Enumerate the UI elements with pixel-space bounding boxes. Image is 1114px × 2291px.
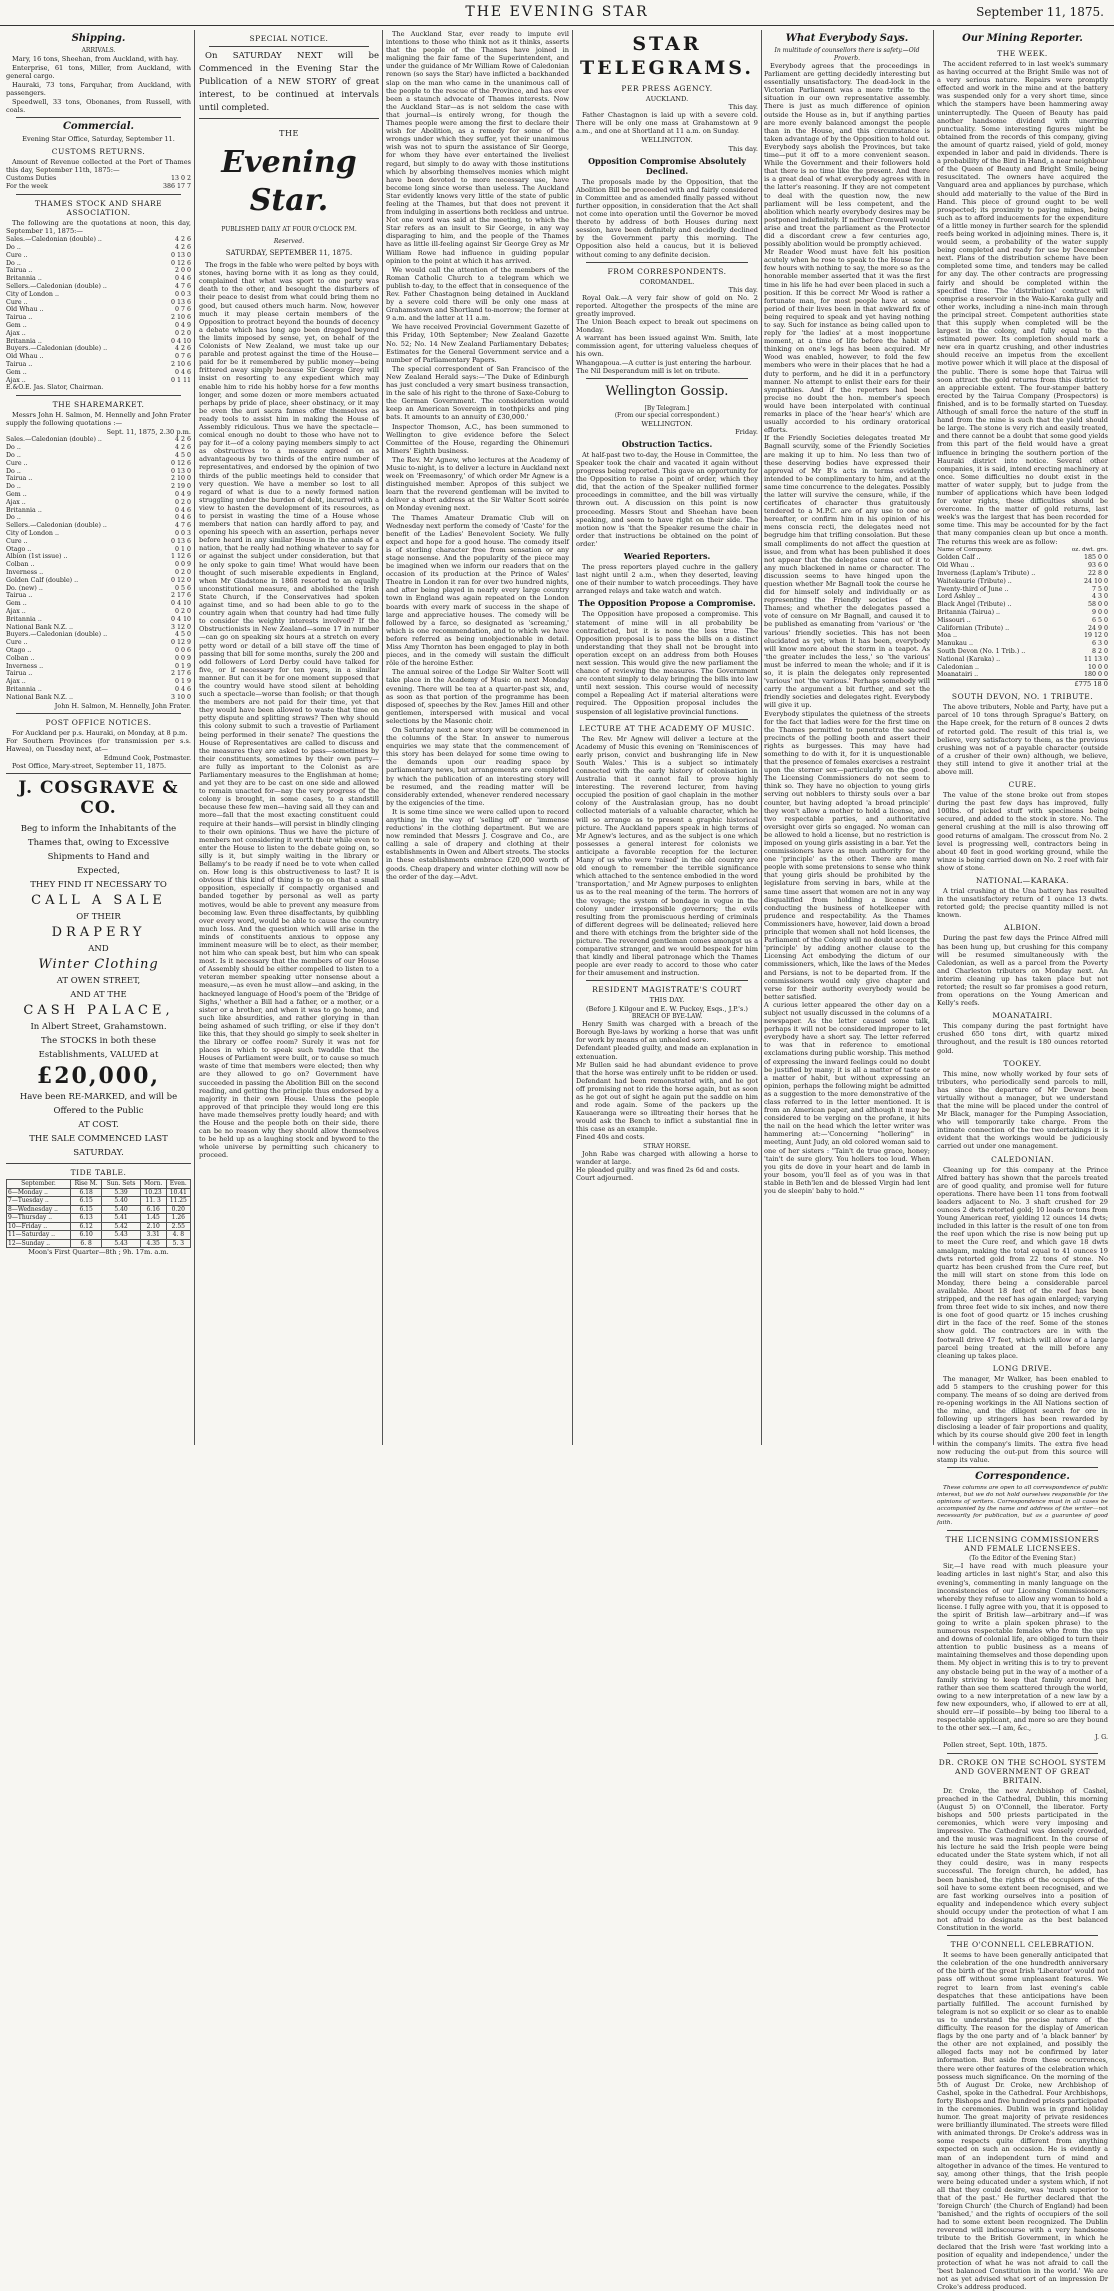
gossip-text: The press reporters played cuchre in the gallery last night until 2 a.m., when they deserted, leaving one of their number to watch proceedings. They have arranged relays and take watch and watch. bbox=[576, 563, 758, 596]
quote-row: Ajax .. 0 2 0 bbox=[6, 498, 191, 506]
quote-row: Colban .. 0 0 9 bbox=[6, 561, 191, 569]
ad-line: AT COST. bbox=[78, 1120, 119, 1131]
ad-line: Have been RE-MARKED, and will be Offered to the Public bbox=[19, 1092, 178, 1117]
ad-line: THEY FIND IT NECESSARY TO bbox=[30, 880, 167, 891]
quote-row: Tairua .. 2 17 6 bbox=[6, 592, 191, 600]
wellington-gossip-heading: Wellington Gossip. bbox=[605, 383, 729, 399]
special-notice-heading: SPECIAL NOTICE. bbox=[249, 34, 329, 43]
quote-row: National (Karaka) .. 11 13 0 bbox=[937, 655, 1108, 663]
column-6 bbox=[937, 30, 1108, 2291]
ad-line: The STOCKS in both these Establishments, VALUED at bbox=[38, 1036, 159, 1061]
case-text: Henry Smith was charged with a breach of the Borough Bye-laws by working a horse that was unfit for work by means of an unhealed sore. Defendant pleaded guilty, and made an explanation in extenuation. Mr Bullen said he had abundant evidence to prove that the horse was entirely unfit to be ridden or used. Defendant had been remonstrated with, and he got off promising not to ride the horse again, but as soon as he got out of sight he again put the saddle on him and rode again. Some of the packers up the Kauaeranga were so illtreating their horses that he would ask the Bench to inflict a substantial fine in this case as an example. Fined 40s and costs. bbox=[576, 1020, 758, 1142]
quote-row: Otago .. 0 1 0 bbox=[6, 545, 191, 553]
mine-heading: CURE. bbox=[1008, 780, 1037, 790]
sharemarket-time: Sept. 11, 1875, 2.30 p.m. bbox=[106, 428, 191, 437]
quote-row: Do .. 0 4 6 bbox=[6, 514, 191, 522]
quote-row: Old Whau .. 0 7 6 bbox=[6, 353, 191, 361]
quote-row: Old Whau .. 93 6 0 bbox=[937, 562, 1108, 570]
mining-text: The above tributers, Noble and Party, have put a parcel of 10 tons through Sprague's Battery, on the Hape creek, for the return of 8 ounces 2 dwts of retorted gold. The result of this trial is, we believe, very satisfactory to them, as the previous crushing was not of a payable character (outside of a crusher of their own) although, we believe, they still intend to give it another trial at the above mill. bbox=[937, 703, 1108, 777]
customs-row: Customs Duties 13 0 2 bbox=[6, 175, 191, 183]
tide-footer: Moon's First Quarter—8th ; 9h. 17m. a.m. bbox=[28, 1248, 169, 1257]
mining-text: Cleaning up for this company at the Prince Alfred battery has shown that the parcels treated are of good quality, and promise well for future operations. There have been 11 tons from footwall leaders adjacent to No. 3 shaft crushed for 29 ounces 2 dwts retorted gold; 10 loads or tons from Young American reef, yielding 12 ounces 14 dwts; included in this latter is the result of one ton from the reef upon which the rise is now being put up to meet the Cure reef, and which gave 18 dwts amalgam, making the total equal to 41 ounces 19 dwts retorted gold from 22 tons of stone. No quartz has been crushed from the Cure reef, but the mill will start on stone from this lode on Monday, there being a considerable parcel available. About 18 feet of the reef has been stripped, and the reef has again enlarged; varying from three feet wide to six inches, and now there is one foot of good quartz or 15 inches crushing dirt in the face of the reef. Some of the stones show gold. The contractors are in with the footwall drive 47 feet, which will allow of a large parcel being treated at the mill before any cleaning up takes place. bbox=[937, 1165, 1108, 1360]
thames-stock-signature: E.&O.E. Jas. Slator, Chairman. bbox=[6, 384, 104, 392]
gossip-text: The Opposition have proposed a compromise. This statement of mine will in all probability be contradicted, but it is none the less true. The Opposition proposal is to pass the bills on a distinct understanding that they shall not be brought into operation except on an address from both Houses next session. This would give the new parliament the chance of reviewing the measures. The Government are content simply to delay bringing the bills into law until next session. This course would of necessity compel a Repealing Act if material alterations were required. The Opposition proposal includes the suspension of all legislative provincial functions. bbox=[576, 610, 758, 716]
leader-date: SATURDAY, SEPTEMBER 11, 1875. bbox=[225, 249, 353, 257]
case-heading: BREACH OF BYE-LAW. bbox=[631, 1012, 703, 1020]
evening-star-title: Evening Star. bbox=[221, 145, 357, 218]
quote-row: Californian (Tribute) .. 24 9 0 bbox=[937, 624, 1108, 632]
place-label: WELLINGTON. bbox=[641, 136, 693, 145]
ad-line: Thames that, owing to Excessive bbox=[27, 838, 170, 849]
quote-row: Ajax .. 0 2 0 bbox=[6, 329, 191, 337]
post-office-footer: Post Office, Mary-street, September 11, 1875. bbox=[12, 762, 167, 770]
mining-text: The manager, Mr Walker, has been enabled to add 5 stampers to the crushing power for this company. The means of so doing are derived from re-opening workings in the All Nations section of the mine, and the diligent search for ore in following up stringers has been rewarded by disclosing a leader of fair proportions and quality, which by its course should give 200 feet in length within the company's limits. The extra five head now reducing the out-put from this source will stamp its value. bbox=[937, 1374, 1108, 1464]
correspondents-heading: FROM CORRESPONDENTS. bbox=[607, 266, 727, 276]
sharemarket-signature: John H. Salmon, M. Hennelly, John Frater. bbox=[54, 701, 191, 710]
licensing-text: Sir,—I have read with much pleasure your leading articles in last night's Star, and also this evening's, commenting in manly language on the inconsistencies of our Licensing Commissioners; whereby they refuse to allow any woman to hold a license. I fully agree with you, that it is opposed to the spirit of British law—arbitrary and—if was going to write a plain spoken phrase) to the numerous respectable females who from the ups and downs of colonial life, are obliged to turn their attention to public business as a means of maintaining themselves and those depending upon them. My object in writing this is to try to prevent any obstacle being put in the way of a mother of a family striving to keep that family around her, rather than see them scattered through the world, owing to a new interpretation of a new law by a few new expounders, who, if allowed to err at all, should err—if possible—by being too liberal to a respectable applicant, and more so are they bound to the other sex.—I am, &c., bbox=[937, 1562, 1108, 1733]
reserved-line: Reserved. bbox=[273, 237, 305, 245]
quote-row: Britannia (Tairua) .. 9 0 0 bbox=[937, 609, 1108, 616]
tide-table-heading: TIDE TABLE. bbox=[70, 1168, 127, 1178]
quote-row: Sellers.—Caledonian (double) .. 4 7 6 bbox=[6, 522, 191, 530]
shipping-heading: Shipping. bbox=[71, 33, 126, 44]
quote-row: Golden Calf .. 185 0 0 bbox=[937, 554, 1108, 562]
obstruction-heading: Obstruction Tactics. bbox=[621, 438, 713, 449]
quote-row: Caledonian .. 10 0 0 bbox=[937, 663, 1108, 671]
day-label: This day. bbox=[728, 144, 758, 153]
day-label: Friday. bbox=[735, 427, 758, 436]
the-label: THE bbox=[279, 129, 299, 138]
quote-row: Gem .. 0 4 6 bbox=[6, 368, 191, 376]
quote-row: National Bank N.Z. .. 3 12 0 bbox=[6, 623, 191, 631]
quote-row: Waitekaurie (Tribute) .. 24 10 0 bbox=[937, 577, 1108, 585]
office-line: Evening Star Office, Saturday, September 11. bbox=[22, 135, 175, 144]
gossip-text: At half-past two to-day, the House in Committee, the Speaker took the chair and vacated it again without progress being reported. This gave an opportunity for the Opposition to raise a point of order, which they did, that the action of the Speaker nullified former proceedings in committee, and the bill was virtually thrown out. A discussion on this point is now proceeding. Messrs Stout and Sheehan have been speaking, and seem to have right on their side. The motion now is 'that the Speaker resume the chair in order that instructions be obtained on the point of order.' bbox=[576, 450, 758, 548]
telegram-text: The proposals made by the Opposition, that the Abolition Bill be proceeded with and fairly considered in Committee and as amended finally passed without further opposition, in consideration that the Act shall not come into operation until the Governor be moved thereto by address of both Houses during next session, have been definitely and decidedly declined by the Government party this morning. The Opposition also held a caucus, but it is believed without coming to any definite decision. bbox=[576, 177, 758, 259]
thames-stock-heading: THAMES STOCK AND SHARE ASSOCIATION. bbox=[34, 199, 163, 218]
post-office-signature: Edmund Cook, Postmaster. bbox=[103, 753, 191, 762]
editorial-paragraph: The annual soiree of the Lodge Sir Walter Scott will take place in the Academy of Music on next Monday evening. There will be tea at a quarter-past six, and, as soon as that portion of the programme has been disposed of, speeches by the Rev. James Hill and other gentlemen, interspersed with musical and vocal selections by the Masonic choir. bbox=[386, 668, 569, 725]
quote-row: Do .. 4 2 6 bbox=[6, 244, 191, 252]
sharemarket-intro: Messrs John H. Salmon, M. Hennelly and John Frater supply the following quotations :— bbox=[6, 411, 191, 428]
mine-heading: CALEDONIAN. bbox=[991, 1154, 1054, 1164]
place-label: WELLINGTON. bbox=[641, 419, 693, 428]
quote-row: Sellers.—Caledonian (double) .. 4 7 6 bbox=[6, 283, 191, 290]
editorial-paragraph: The Rev. Mr Agnew, who lectures at the Academy of Music to-night, is to deliver a lecture in Auckland next week on 'Freemasonry,' of which order Mr Agnew is a distinguished member. Apropos of this subject we learn that the reverend gentleman will be invited to deliver a short address at the Sir Walter Scott soirée on Monday evening next. bbox=[386, 455, 569, 513]
quote-row: Tairua .. 2 10 0 bbox=[6, 475, 191, 483]
by-telegram: [By Telegram.] bbox=[644, 404, 690, 412]
ad-drapery: DRAPERY bbox=[51, 925, 146, 941]
everybody-says-motto: In multitude of counsellors there is safety.—Old Proverb. bbox=[774, 47, 920, 62]
customs-row: For the week 386 17 7 bbox=[6, 183, 191, 191]
quote-row: Colban .. 0 0 9 bbox=[6, 654, 191, 662]
quote-row: Missouri .. 6 5 0 bbox=[937, 616, 1108, 624]
mining-text: During the past few days the Prince Alfred mill has been hung up, but crushing for this company will be resumed simultaneously with the Caledonian, as well as a parcel from the Poverty and Charleston tributers on Monday next. An interim cleaning up has taken place but not retorted; the result so far promises a good return, from operations on the Young American and Kelly's reefs. bbox=[937, 934, 1108, 1008]
special-correspondent: (From our special correspondent.) bbox=[614, 412, 720, 420]
issue-date: September 11, 1875. bbox=[976, 5, 1104, 19]
quote-row: Tairua .. 2 10 6 bbox=[6, 314, 191, 322]
day-label: This day. bbox=[728, 285, 758, 294]
newspaper-title: THE EVENING STAR bbox=[465, 4, 649, 20]
quote-row: Lord Ashley .. 4 3 0 bbox=[937, 593, 1108, 601]
licensing-footer: Pollen street, Sept. 10th, 1875. bbox=[943, 1741, 1048, 1750]
masthead bbox=[0, 0, 1114, 26]
licensing-to: (To the Editor of the Evening Star.) bbox=[969, 1554, 1076, 1562]
ad-line: OF THEIR bbox=[76, 912, 121, 923]
mine-heading: TOOKEY. bbox=[1003, 1058, 1042, 1068]
quote-row: Britannia .. 0 4 6 bbox=[6, 275, 191, 283]
quote-row: Old Whau .. 0 7 6 bbox=[6, 306, 191, 314]
quote-row: Buyers.—Caledonian (double) .. 4 5 0 bbox=[6, 631, 191, 639]
quote-row: Inverness .. 0 2 0 bbox=[6, 568, 191, 576]
opposition-heading: Opposition Compromise Absolutely Declined. bbox=[588, 155, 746, 176]
mining-text: The accident referred to in last week's summary as having occurred at the Bright Smile was not of a very serious nature. Repairs were promptly effected and work in the mine and at the battery was suspended only for a very short time, since which the stampers have been hammering away uninterruptedly. The Queen of Beauty has paid another handsome dividend with unerring punctuality. Some interesting figures might be obtained from the records of this company, giving the amount of quartz raised, yield of gold, money expended in labor and paid in dividends. There is a probability of the Bird in Hand, a near neighbour of the Queen of Beauty and Bright Smile, being resuscitated. The owners have acquired the Vanguard area and appliances by purchase, which should add materially to the value of the Bird in Hand. This piece of ground ought to be well prospected; its proximity to paying mines, being such as to afford inducements for the expenditure of a little money in further search for the splendid reefs being worked in adjoining mines. There is, it would seem, a probability of the water supply being completed and ready for use by December next. Plans of the distribution scheme have been completed some time, and tenders may be called for any day. The other contracts are progressing fairly and should be completed within the specified time. The 'distribution' contract will comprise a reservoir in the Waio-Karaka gully and other works, including a nine-inch main through the principal street. Competent authorities state that this supply when completed will be the largest in the colony, and fully equal to the estimated power. Its completion should mark a new era in quartz crushing, and other industries should receive an impetus from the excellent motive power which it will place at the disposal of the public. There is some hope that Tairua will soon attract the gold returns from this district to an appreciable extent. The four-stamper battery erected by the Tairua Company (Prospectors) is finished, and is to be formally started on Tuesday. Although of small force the nature of the stuff in hand from the mine is such that the yield should be large. The stone is very rich and easily treated, and there cannot be a doubt that some good yields from this part of the field would have a great influence in bringing the southern portion of the Hauraki district into notice. Several other companies, it is said, intend erecting machinery at once. Some difficulties no doubt exist in the matter of water supply, but to judge from the number of applications which have been lodged for water rights, these difficulties should be overcome. In the matter of gold returns, last week's was the largest that has been recorded for some time. This may be accounted for by the fact that many companies clean up but once a month. The returns this week are as follow: bbox=[937, 60, 1108, 546]
quote-row: Gem .. 0 4 9 bbox=[6, 491, 191, 499]
quote-row: Inverness (Laplam's Tribute) .. 22 8 0 bbox=[937, 570, 1108, 578]
quote-row: Otago .. 0 0 6 bbox=[6, 646, 191, 654]
ad-cash-palace: CASH PALACE, bbox=[23, 1003, 174, 1019]
mine-heading: SOUTH DEVON, NO. 1 TRIBUTE. bbox=[951, 692, 1094, 702]
editorial-paragraph: The special correspondent of San Francisco of the New Zealand Herald says:—'The Duke of Edinburgh has just concluded a very smart business transaction, in the sale of his right to the throne of Saxe-Coburg to the German Government. The consideration would keep an American Sovereign in toothpicks and ping bats. It amounts to an annuity of £30,000.' bbox=[386, 364, 569, 422]
customs-heading: CUSTOMS RETURNS. bbox=[51, 147, 146, 157]
mine-heading: LONG DRIVE. bbox=[992, 1363, 1053, 1373]
oconnell-text: It seems to have been generally anticipated that the celebration of the one hundredth anniversary of the birth of the great Irish 'Liberator' would not pass off without some unpleasant features. We regret to learn from last evening's cable despatches that these anticipations have been partially fulfilled. The account furnished by telegram is not so explicit or so clear as to enable us to understand the precise nature of the difficulty. The reason for the display of American flags by the one party and of 'a black banner' by the other are not explained, and possibly the alleged facts may not be confirmed by later information. But aside from these occurrences, there were other features of the celebration which possess much significance. On the morning of the 5th of August Dr. Croke, new Archbishop of Cashel, spoke in the Cathedral. Four Archbishops, forty Bishops and five hundred priests participated in the ceremonies. Dublin was in grand holiday humor. The great majority of private residences were brilliantly illuminated. The streets were filled with animated throngs. Dr Croke's address was in some respects quite different from anything expected on such an occasion. He is evidently a man of an independent turn of mind and altogether in advance of the times. He ventured to say, among other things, that the Irish people were being educated under a system which, if not all that they could desire, was 'much superior to that of the past.' He further declared that the 'foreign Church' (the Church of England) had been 'banished,' and the rights of occupiers of the soil had to some extent been recognized. The Dublin reverend will indiscourse with a very handsome tribute to the British Government, in which he declared that the Irish were 'fast working into a position of equality and independence,' under the protection of what he was not afraid to call the 'best balanced Constitution in the world.' We are not as yet advised what sort of an impression Dr Croke's address produced. bbox=[937, 1951, 1108, 2291]
quote-row: Inverness .. 0 1 9 bbox=[6, 662, 191, 670]
ad-line: Beg to inform the Inhabitants of the bbox=[20, 824, 177, 835]
tide-row: 7—Tuesday .. 6.15 5.40 11. 3 11.25 bbox=[7, 1197, 191, 1206]
mining-text: A trial crushing at the Una battery has resulted in the unsatisfactory return of 1 ounce 13 dwts. retorted gold; the precise quantity milled is not known. bbox=[937, 887, 1108, 920]
lecture-text: The Rev. Mr Agnew will deliver a lecture at the Academy of Music this evening on 'Reminiscences of early prison, convict and bushranging life in New South Wales.' This is a subject so intimately connected with the early history of colonisation in Australia that it cannot fail to prove highly interesting. The reverend lecturer, from having occupied the position of gaol chaplain in the mother colony of the Australasian group, has no doubt collected materials of a valuable character, which he will so arrange as to present a graphic historical picture. The Auckland papers speak in high terms of Mr Agnew's lectures, and as the subject is one which possesses a general interest for colonists we anticipate a favorable reception for the lecturer. Many of us who were 'raised' in the old country are old enough to remember the terrible significance which attached to the sentence embodied in the word 'transportation,' and Mr Agnew purposes to enlighten us as to the real meaning of the term. The horrors of the voyage; the system of bondage in vogue in the colony under irresponsible governors; the evils resulting from the promiscuous herding of criminals of different degrees will be delineated; relieved here and there with etchings from the brighter side of the picture. The reverend gentleman comes amongst us a comparative stranger, and we would bespeak for him that kindly and liberal patronage which the Thames people are ever ready to accord to those who cater for their amusement and instruction. bbox=[576, 734, 758, 978]
case-text: John Rabe was charged with allowing a horse to wander at large. He pleaded guilty and was fined 2s 6d and costs. Court adjourned. bbox=[576, 1150, 758, 1183]
everybody-says-heading: What Everybody Says. bbox=[785, 33, 909, 44]
quote-row: Ajax .. 0 2 0 bbox=[6, 607, 191, 615]
ad-line: THE SALE COMMENCED LAST SATURDAY. bbox=[29, 1134, 168, 1159]
court-before: (Before J. Kilgour and E. W. Puckey, Esqs., J.P.'s.) bbox=[585, 1004, 749, 1013]
column-4 bbox=[576, 30, 758, 1445]
croke-heading: DR. CROKE ON THE SCHOOL SYSTEM AND GOVERNMENT OF GREAT BRITAIN. bbox=[938, 1757, 1107, 1785]
tide-header-row: September. Rise M. Sun. Sets Morn. Even. bbox=[7, 1180, 191, 1189]
quote-row: Sales.—Caledonian (double) .. 4 2 6 bbox=[6, 436, 191, 444]
ad-call-sale: CALL A SALE bbox=[31, 893, 166, 909]
ad-amount: £20,000, bbox=[36, 1063, 161, 1090]
mining-text: This mine, now wholly worked by four sets of tributers, who periodically send parcels to mill, has since the departure of Mr Dewar been virtually without a manager, but we understand that the mine will be placed under the control of Mr Black, manager for the Pumping Association, who will temporarily take charge. From the intimate connection of the two undertakings it is evident that the workings would be judiciously carried out under one management. bbox=[937, 1069, 1108, 1151]
mine-heading: ALBION. bbox=[1004, 923, 1041, 933]
tide-row: 11—Saturday .. 6.10 5.43 3.31 4. 8 bbox=[7, 1231, 191, 1240]
quote-row: Tairua .. 2 17 6 bbox=[6, 670, 191, 678]
tide-row: 10—Friday .. 6.12 5.42 2.10 2.55 bbox=[7, 1222, 191, 1231]
quote-row: Albion (1st issue) .. 1 12 6 bbox=[6, 553, 191, 561]
quote-row: South Devon (No. 1 Trib.) .. 8 2 0 bbox=[937, 647, 1108, 655]
quote-row: Cure .. 0 13 0 bbox=[6, 251, 191, 259]
quote-row: Cure .. 0 12 9 bbox=[6, 639, 191, 647]
licensing-heading: THE LICENSING COMMISSIONERS AND FEMALE LICENSEES. bbox=[945, 1534, 1100, 1553]
column-3 bbox=[386, 30, 569, 1445]
customs-text: Amount of Revenue collected at the Port of Thames this day, September 11th, 1875:— bbox=[6, 158, 191, 175]
editorial-paragraph: The frogs in the fable who were pelted by boys with stones, having borne with it as long as they could, complained that what was sport to one party was death to the other, and besought the disturbers of their peace to desist from what could bring them no good, but caused others much harm. Now, however much it may please certain members of the Opposition to protract beyond the bounds of decency a debate which has long ago been dragged beyond the limits imposed by sense, yet, on behalf of the Colonists of New Zealand, we must take up our parable and protest against the time of the House—paid for be it remembered by public money—being frittered away simply because Sir George Grey will insist on resorting to any expedient which may enable him to ride his hobby horse for a few months longer, and some dozen or more members actuated perhaps by pride of place, sheer obstinacy, or it may be even the auri sacra fames offer themselves as ready tools to assist him in making the House of Assembly ridiculous. Thus we have the spectacle—comical enough no doubt to those who have not to pay for it—of a colony paying members simply to act as obstructives to a measure agreed on as advantageous by two thirds of the entire number of representatives, and endorsed by the opinion of two thirds of the public meetings held to consider that very question. We have a member so lost to all regard of what is due to a newly formed nation struggling under the burden of debt, incurred with a view to hasten the development of its resources, as to persist in wasting the time of a House whose members that nation can hardly afford to pay, and opening his speech with an assertion, perhaps never before heard in any similar House in the annals of a nation, that he really had nothing whatever to say for or against the subject under consideration, but that he only spoke to gain time! What would have been thought of such miserable expedients in England, when Mr Gladstone in 1868 resorted to an equally unconstitutional measure, and abolished the Irish State Church, if the Conservatives had spoken against time, and so had been able to go to the country again when that country had had time fully to consider the weighty interests involved? If the Obstructionists in New Zealand—some 17 in number—can go on speaking six hours at a stretch on every petty word or detail of a bill stave off the time of passing that bill for some months, surely the 200 and odd followers of Lord Derby could have talked for five, or if necessary for ten years, in a similar manner. But can it be for one moment supposed that the country would have stood silent at beholding such a spectacle—worse than foolish; or that though the members are not paid for their time, yet that they would have been allowed to waste that time on petty dispute and splitting straws? Then why should this colony submit to such a travestie of Parliament being performed in their senate? The questions the House of Representatives are called to discuss and the measures they are asked to pass—sometimes by their constituents, sometimes by their own party—are fully as important to the Colonist as are Parliamentary measures to the Englishman at home; and yet they are to be cast on one side and allowed to remain unacted for—nay the very progress of the colony is brought, in some cases, to a standstill because these few men—having said all they can and more—fall that the most exacting constituent could require at their hands—will persist in blindly clinging to their own opinions. Thus we have the picture of members not considering it worth their while even to enter the House to listen to the debate going on, so silly is it, but simply waiting in the library or Bellamy's to be ready if need be to vote when called on. How long is this obstructiveness to last? It is obvious if this kind of thing is to go on that a small opposition, especially if compactly organised and banded together by personal as well as party motives, would be able to prevent any measure from becoming law. Even three disaffectants, by quibbling over every word, would be able to cause the country much loss. And the question which will arise in the minds of constituents anxious to oppose any imminent measure will be to elect, as their member, not him who can speak best, but him who can speak most. Is it necessary that the members of our House of Assembly should be either compelled to listen to a veteran member speaking utter nonsense about a measure,—as even he must allow—and asking, in the hackneyed language of Hood's poem of the 'Bridge of Sighs,' whether a Bill had a father, or a mother, or a sister or a brother, and when it was to go home, and such like absurdities, and rather glorying in than being ashamed of such trifling, or else if they don't like this, that they should go simply to seek shelter in the library or coffee room? Surely it was not for places in which to speak such twaddle that the Houses of Parliament were built, or to cause so much waste of time that members were elected; then why are they allowed to go on? Government have succeeded in passing the Abolition Bill on the second reading, and getting the principle thus endorsed by a majority in their own House. Unless the people approved of that principle they would long ere this have made themselves pretty loudly heard; and with the House and the people both on their side, there can be no reason why they should allow themselves to be held up as a laughing stock and byword to the whole universe by permitting such chicanery to proceed. bbox=[199, 261, 379, 1160]
ad-line: AND AT THE bbox=[70, 990, 127, 1001]
quote-row: Gem .. 0 4 9 bbox=[6, 321, 191, 329]
mine-heading: MOANATAIRI. bbox=[992, 1011, 1053, 1021]
court-heading: RESIDENT MAGISTRATE'S COURT bbox=[592, 985, 742, 995]
quote-row: Moa .. 19 12 0 bbox=[937, 632, 1108, 640]
arrivals-label: ARRIVALS. bbox=[81, 47, 116, 54]
column-rule bbox=[761, 30, 762, 1445]
sharemarket-list bbox=[6, 436, 191, 701]
cosgrave-firm: J. COSGRAVE & CO. bbox=[18, 778, 179, 819]
star-telegrams-heading: STAR TELEGRAMS. bbox=[580, 33, 754, 79]
quote-row: Twenty-third of June .. 7 5 0 bbox=[937, 585, 1108, 593]
correspondence-notice: These columns are open to all correspondence of public interest, but we do not hold ourselves responsible for the opinions of writers. Correspondence must in all cases be accompanied by the name and address of the writer—not necessarily for publication, but as a guarantee of good faith. bbox=[937, 1484, 1108, 1526]
compromise-heading: The Opposition Propose a Compromise. bbox=[578, 598, 756, 609]
column-rule bbox=[572, 30, 573, 1445]
quote-row: Manukau .. 6 3 0 bbox=[937, 640, 1108, 648]
editorial-paragraph: The Auckland Star, ever ready to impute evil intentions to those who think not as it thinks, asserts that the people of the Thames have joined in maligning the fair fame of the Superintendent, and under the guidance of Mr William Rowe of Caledonian renown (so says the Star) have inflicted a backhanded slap on the man who came in the unanimous call of the people to the rescue of the Province, and has ever been a staunch advocate of Thames interests. Now the Auckland Star—as is not seldom the case with that journal—is entirely wrong, for though the Thames people were among the first to declare their wish for Abolition, as a remedy for some of the wrongs under which they suffer, yet their unanimous wish was not to spurn the assistance of Sir George, for whom they have ever entertained the liveliest regard, but simply to do away with those institutions which by absorbing themselves monies which might have been devoted to more necessary use, have become long since worse than useless. The Auckland Star evidently knows very little of the state of public feeling at the Thames, but that does not prevent it from indulging in assertions both reckless and untrue. Not one word was said at the meeting, to which the Star refers as an insult to Sir George, in any way disparaging to him, and the people of the Thames have as little ill-feeling against Sir George Grey as Mr William Rowe had influence in guiding popular opinion to the point at which it has arrived. bbox=[386, 30, 569, 265]
column-1 bbox=[6, 30, 191, 1445]
post-office-text: For Auckland per p.s. Hauraki, on Monday, at 8 p.m. For Southern Provinces (for transmission per s.s. Hawea), on Tuesday next, at— bbox=[6, 728, 191, 753]
telegram-text: Father Chastagnon is laid up with a severe cold. There will be only one mass at Grahamstown at 9 a.m., and one at Shortland at 11 a.m. on Sunday. bbox=[576, 111, 758, 136]
quote-row: Do .. 4 5 0 bbox=[6, 452, 191, 460]
quote-row: Britannia .. 0 4 6 bbox=[6, 506, 191, 514]
correspondence-heading: Correspondence. bbox=[975, 1470, 1070, 1482]
thames-stock-intro: The following are the quotations at noon, this day, September 11, 1875:— bbox=[6, 219, 191, 236]
returns-header: Name of Company. oz. dwt. grs. bbox=[937, 546, 1108, 553]
quote-row: Cure .. 0 12 6 bbox=[6, 459, 191, 467]
quote-row: Do .. 2 19 0 bbox=[6, 483, 191, 491]
tide-table bbox=[6, 1179, 191, 1248]
quote-row: City of London .. 0 0 3 bbox=[6, 290, 191, 298]
quote-row: Moanatairi .. 180 0 0 bbox=[937, 671, 1108, 679]
croke-text: Dr. Croke, the new Archbishop of Cashel, preached in the Cathedral, Dublin, this morning (August 5) on O'Connell, the liberator. Forty bishops and 500 priests participated in the ceremonies, which were very imposing and impressive. The Cathedral was densely crowded, and the music was magnificent. In the course of his lecture he said the Irish people were being educated under the State system which, if not all they could desire, was in many respects successful. The foreign church, he added, has been banished, the rights of the occupiers of the soil have to some extent been recognised, and we are fast working ourselves into a position of equality and independence which every subject should occupy under the protection of what I am not afraid to designate as the best balanced Constitution in the world. bbox=[937, 1786, 1108, 1933]
gold-returns-list bbox=[937, 554, 1108, 679]
quote-row: Ajax .. 0 1 9 bbox=[6, 678, 191, 686]
quote-row: Britannia .. 0 4 10 bbox=[6, 337, 191, 345]
quote-row: Britannia .. 0 4 10 bbox=[6, 615, 191, 623]
tide-row: 6—Monday .. 6.18 5.39 10.23 10.41 bbox=[7, 1188, 191, 1197]
day-label: This day. bbox=[728, 103, 758, 112]
thames-stock-list bbox=[6, 236, 191, 384]
mining-reporter-heading: Our Mining Reporter. bbox=[962, 33, 1083, 44]
everybody-says-text: Everybody agrees that the proceedings in Parliament are getting decidedly interesting but essentially unsatisfactory. The dead-lock in the Victorian Parliament was a mere trifle to the situation in our own representative assembly. There is just as much difference of opinion outside the House as in, but if anything parties are more evenly balanced amongst the people than in the House, and this circumstance is taken advantage of by the Opposition to hold out. Everybody says abolish the Provinces, but take time—put it off to a more convenient season. While the Government and their followers hold that there is no time like the present. And there is a great deal of what everybody agrees with in the latter's reasoning. If they are not competent to deal with the question now, the new parliament will be less competent, and the abolition which nearly everybody desires may be postponed indefinitely. If neither Cromwell would arise and treat the parliament as the Protector did a discordant crew a few centuries ago, possibly abolition would be promptly achieved. Mr Reader Wood must have felt his position acutely when he rose to speak to the House for a few hours with nothing to say, the more so as the honorable member asserted that it was the first time in his life he had ever been placed in such a position. If this be correct Mr Wood is rather a fortunate man, for most people have at some period of their lives been in that awkward fix of being required to speak and yet having nothing to say. Such for instance as being called upon to reply for 'the ladies' at a most inopportune moment, at a time of life before the habit of thinking on one's legs has been acquired. Mr Wood was enabled, however, to fold the few members who were in their places that he had a duty to perform, and he did it in a perfunctory manner. No attempt to enlist their ears for their sympathies. And if the reporters had been precise no doubt the hon. member's speech would have been interpolated with continual remarks in place of the 'hear hear's' which are usually accorded to his ordinary oratorical efforts. If the Friendly Societies delegates treated Mr Bagnall scurvily, some of the Friendly Societies are making it up to him. No less than two of these deserving bodies have expressed their approval of Mr B's acts in terms evidently intended to be complimentary to him, and at the same time concurrence to the delegates. Possibly the latter will survive the censure, while, if the certificates of character thus gratuitously tendered to a M.P.C. are of any use to one or hereafter, or confirm him in his opinion of his mens conscia recti, the delegates need not begrudge him that trifling consolation. But these small compliments do not affect the question at issue, and from what has been published it does not appear that the delegates came out of it to any much blackened in name or character. The discussion seems to have hinged upon the question whether Mr Bagnall took the course he did for himself solely and individually or as representing the Friendly societies of the Thames; and whether the delegates passed a vote of censure on Mr Bagnall, and caused it to be published as emanating from 'various' or 'the various' friendly societies. This has not been elucidated as yet; when it has been, everybody will know more about the storm in a teapot. As 'the greater includes the less,' so 'the various' must be inferred to mean the whole; and if it is so, it is plain the delegates only represented 'various' not 'the various.' Perhaps somebody will carry the argument a bit further, and set the friendly societies and delegates right. Everybody will give it up. Everybody stipulates the quietness of the streets for the fact that ladies were for the first time on the Thames permitted to penetrate the sacred precincts of the polling booth and assert their rights as burgesses. This may have had something to do with it, for it is unquestionable that the presence of females exercises a restraint upon the sterner sex—particularly on the good. The Licensing Commissioners do not seem to think so. They have no objection to young girls serving out nobblers to thirsty souls over a bar counter, but having adopted 'a broad principle' they won't allow a mother to hold a license, and two respectable parties, and authoritative oversight over girls so engaged. No woman can be allowed to hold a license, but no restriction is imposed on young girls assisting in a bar. Yet the commissioners have as much authority for the one 'principle' as the other. There are many people with some pretensions to sense who think that young girls should be prohibited by the legislature from serving in bars, while at the same time assert that women are not in any way disqualified from holding a license and conducting the business of hotelkeeper with prudence and respectability. As the Thames Commissioners have, however, laid down a broad principle that women shall not hold licenses, the Parliament of the Colony will no doubt accept the 'principle' by adding another clause to the Licensing Act embodying the dictum of our commissioners, which, like the laws of the Medes and Persians, is not to be departed from. If the commissioners would only give chapter and verse for their authority everybody would be better satisfied. A curious letter appeared the other day on a subject not usually discussed in the columns of a newspaper. As the letter caused some talk, perhaps it will not be considered improper to let everybody have a short say. The letter referred to was that in reference to emotional exclamations during public worship. This method of expressing the inward feelings could no doubt be justified by many; it is all a matter of taste or a matter of habit, but without expressing an opinion, perhaps the following might be admitted as a suggestion to the more demonstrative of the class referred to in the letter mentioned. It is from an American paper, and although it may be considered to be verging on the profane, it hits the nail on the head which the letter writer was hammering at:—'Concerning "hollering" in meeting, Aunt Judy, an old colored woman said to one of her sisters : "Tain't de true grace, honey; 'tain't de sure glory. You hollers too loud. When you gits de dove in your heart and de lamb in your bosom, you'll feel as of you was in that stable in Beth'len and de blessed Virgin had lent you de sleepin' baby to hold."' bbox=[764, 62, 930, 1196]
quote-row: Do .. 0 12 6 bbox=[6, 259, 191, 267]
ad-line: AT OWEN STREET, bbox=[56, 976, 141, 987]
column-rule bbox=[194, 30, 195, 1445]
oconnell-heading: THE O'CONNELL CELEBRATION. bbox=[950, 1940, 1095, 1950]
special-notice-text: On SATURDAY NEXT will be Commenced in the Evening Star the Publication of a NEW STORY of great interest, to be continued at intervals until completed. bbox=[199, 51, 379, 113]
lecture-heading: LECTURE AT THE ACADEMY OF MUSIC. bbox=[579, 723, 755, 733]
arrival-item: Hauraki, 73 tons, Farquhar, from Auckland, with passengers. bbox=[6, 80, 191, 97]
sharemarket-heading: THE SHAREMARKET. bbox=[52, 400, 145, 410]
column-2 bbox=[199, 30, 379, 1445]
mine-heading: NATIONAL—KARAKA. bbox=[975, 876, 1070, 886]
correspondents-text: Royal Oak.—A very fair show of gold on No. 2 reported. Altogether the prospects of the mine are greatly improved. The Union Beach expect to break out specimens on Monday. A warrant has been issued against Wm. Smith, late commission agent, for uttering valueless cheques of his own. Whangapoua.—A cutter is just entering the harbour. The Nil Desperandum mill is let on tribute. bbox=[576, 293, 758, 375]
quote-row: Do .. 4 2 6 bbox=[6, 444, 191, 452]
column-rule bbox=[382, 30, 383, 1445]
reporters-heading: Wearied Reporters. bbox=[623, 551, 711, 562]
ad-line: Shipments to Hand and bbox=[47, 852, 150, 863]
tide-row: 9—Thursday .. 6.13 5.41 1.45 1.26 bbox=[7, 1214, 191, 1223]
editorial-paragraph: We have received Provincial Government Gazette of this Friday, 10th September; New Zealand Gazette No. 52; No. 14 New Zealand Parliamentary Debates; Estimates for the General Government service and a number of Parliamentary Papers. bbox=[386, 323, 569, 364]
ad-line: In Albert Street, Grahamstown. bbox=[30, 1022, 167, 1033]
mining-text: This company during the past fortnight have crushed 650 tons dirt, with quartz mixed throughout, and the result is 180 ounces retorted gold. bbox=[937, 1022, 1108, 1055]
returns-total: £775 18 0 bbox=[937, 679, 1108, 688]
quote-row: City of London .. 0 0 3 bbox=[6, 530, 191, 537]
editorial-paragraph: Inspector Thomson, A.C., has been summoned to Wellington to give evidence before the Select Committee of the House, regarding the Ohinemuri Miners' Eighth business. bbox=[386, 422, 569, 455]
quote-row: Tairua .. 2 0 0 bbox=[6, 267, 191, 275]
tide-row: 8—Wednesday .. 6.15 5.40 6.16 0.20 bbox=[7, 1205, 191, 1214]
quote-row: Buyers.—Caledonian (double) .. 4 2 6 bbox=[6, 345, 191, 353]
quote-row: National Bank N.Z. .. 3 10 0 bbox=[6, 693, 191, 701]
editorial-paragraph: On Saturday next a new story will be commenced in the columns of the Star. In answer to numerous enquiries we may state that the commencement of this story has been delayed for some time owing to the demands upon our reading space by parliamentary news, but arrangements are completed by which the publication of an interesting story will be resumed, and the reading matter will be considerably extended, whenever rendered necessary by the exigencies of the time. bbox=[386, 725, 569, 807]
quote-row: Ajax .. 0 1 11 bbox=[6, 376, 191, 384]
editorial-paragraph: The Thames Amateur Dramatic Club will on Wednesday next perform the comedy of 'Caste' for the benefit of the Ladies' Benevolent Society. We fully expect and hope for a good house. The comedy itself is of sterling character free from sensation or any stage nonsense. And the popularity of the piece may be imagined when we inform our readers that on the occasion of its production at the Prince of Wales' Theatre in London it ran for over two hundred nights, and after being played in nearly every large country town in England was again repeated on the London boards with every mark of success in the shape of large and appreciative houses. The comedy will be followed by a farce, so designated as 'screaming,' which is one recommendation, and to which we have before referred as being unobjectionable in detail. Miss Amy Thornton has been engaged to play in both pieces, and in the comedy will sustain the difficult rôle of the heroine Esther. bbox=[386, 513, 569, 668]
ad-line: Expected, bbox=[77, 866, 120, 877]
place-label: COROMANDEL. bbox=[639, 277, 695, 286]
arrival-item: Speedwell, 33 tons, Obonanes, from Russell, with coals. bbox=[6, 97, 191, 115]
ad-line: AND bbox=[88, 944, 109, 955]
column-5 bbox=[764, 30, 930, 1445]
case-heading: STRAY HORSE. bbox=[643, 1142, 691, 1150]
commercial-heading: Commercial. bbox=[62, 121, 135, 133]
arrival-item: Enterprise, 61 tons, Miller, from Auckland, with general cargo. bbox=[6, 63, 191, 80]
post-office-heading: POST OFFICE NOTICES. bbox=[45, 717, 152, 727]
editorial-paragraph: We would call the attention of the members of the Roman Catholic Church to a telegram which we publish to-day, to the effect that in consequence of the Rev. Father Chastagnon being detained in Auckland by a severe cold there will be only one mass at Grahamstown and Shortland to-morrow; the former at 9 a.m. and the latter at 11 a.m. bbox=[386, 265, 569, 323]
week-heading: THE WEEK. bbox=[997, 49, 1048, 58]
court-day: THIS DAY. bbox=[649, 996, 685, 1005]
mining-text: The value of the stone broke out from stopes during the past few days has improved, fully 100lbs. of picked stuff with specimens being secured, and added to the stock in store. No. The general crushing at the mill is also throwing off good returns of amalgam. The crosscut from No. 2 level is progressing well, contractors being in about 40 feet in good working ground, while the winze is being carried down on No. 2 reef with fair show of stone. bbox=[937, 791, 1108, 872]
arrival-item: Mary, 16 tons, Sheehan, from Auckland, with hay. bbox=[12, 54, 179, 63]
quote-row: Sales.—Caledonian (double) .. 4 2 6 bbox=[6, 236, 191, 244]
column-rule bbox=[933, 30, 934, 1445]
quote-row: Black Angel (Tribute) .. 58 0 0 bbox=[937, 601, 1108, 609]
quote-row: Do. (new) .. 0 5 6 bbox=[6, 584, 191, 592]
quote-row: Tairua .. 2 10 6 bbox=[6, 360, 191, 368]
quote-row: Gem .. 0 4 10 bbox=[6, 600, 191, 608]
quote-row: Golden Calf (double) .. 0 12 0 bbox=[6, 576, 191, 584]
quote-row: Do .. 0 13 0 bbox=[6, 467, 191, 475]
ad-winter-clothing: Winter Clothing bbox=[38, 957, 159, 973]
quote-row: Britannia .. 0 4 6 bbox=[6, 685, 191, 693]
place-label: AUCKLAND. bbox=[645, 95, 689, 103]
quote-row: Cure .. 0 13 6 bbox=[6, 298, 191, 306]
quote-row: Cure .. 0 13 6 bbox=[6, 537, 191, 545]
press-agency-line: PER PRESS AGENCY. bbox=[621, 84, 713, 93]
editorial-paragraph: It is some time since we were called upon to record anything in the way of 'selling off' or 'immense reductions' in the clothing department. But we are now reminded that Messrs J. Cosgrave and Co., are calling a sale of drapery and clothing at their establishments in Owen and Albert streets. The stocks in these establishments embrace £20,000 worth of goods. Cheap drapery and winter clothing will now be the order of the day.—Advt. bbox=[386, 807, 569, 881]
tide-row: 12—Sunday .. 6. 8 5.43 4.35 5. 3 bbox=[7, 1239, 191, 1248]
published-line: PUBLISHED DAILY AT FOUR O'CLOCK P.M. bbox=[221, 226, 357, 233]
licensing-signature: J. G. bbox=[1094, 1733, 1108, 1742]
